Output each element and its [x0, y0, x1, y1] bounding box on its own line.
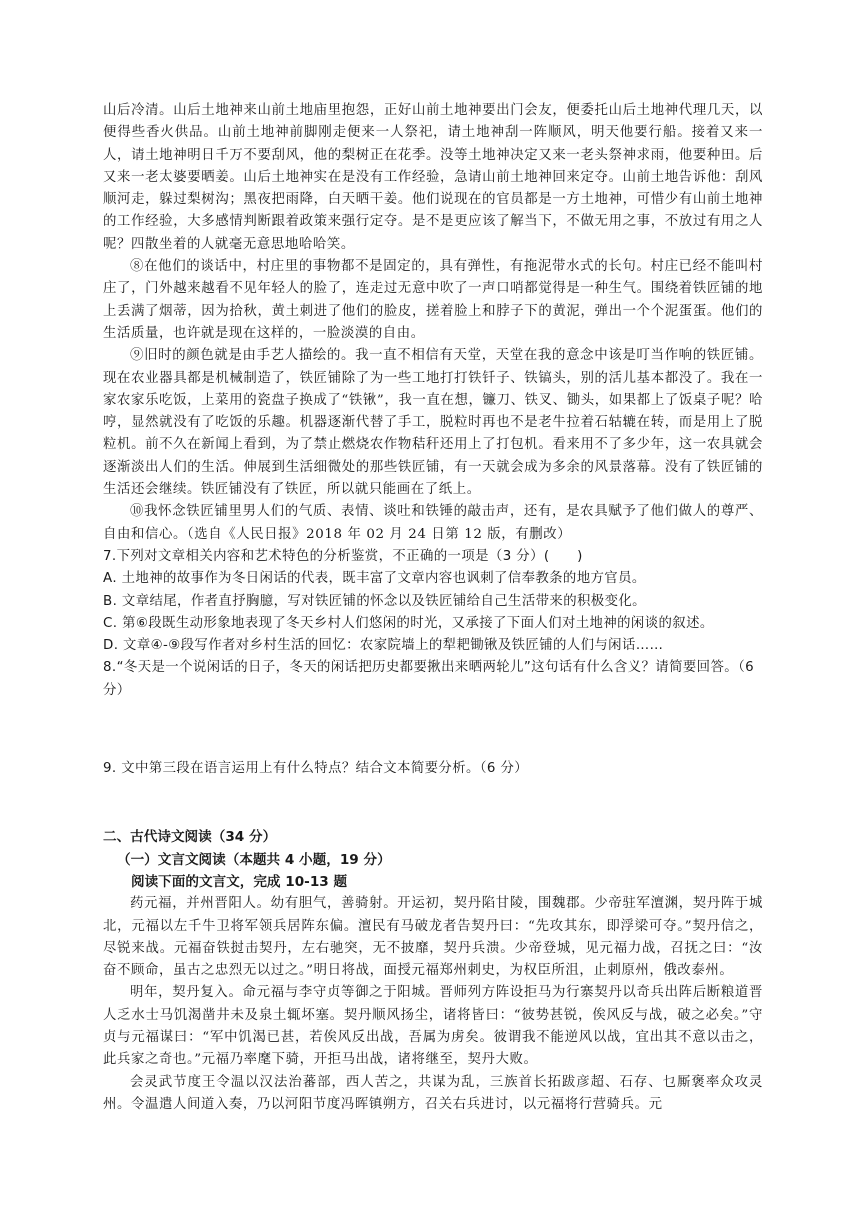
- answer-space-q8: [103, 702, 763, 758]
- classical-paragraph-1: 药元福，并州晋阳人。幼有胆气，善骑射。开运初，契丹陷甘陵，围魏郡。少帝驻军澶渊，契丹阵于城北，元福以左千牛卫将军领兵居阵东偏。澶民有马破龙者告契丹曰：“先攻其东，即浮梁可夺。”契丹信之，尽锐来战。元福奋铁挝击契丹，左右驰突，无不披靡，契丹兵溃。少帝登城，见元福力战，召抚之曰：“汝奋不顾命，虽古之忠烈无以过之。”明日将战，面授元福郑州刺史，为权臣所沮，止刺原州，俄改泰州。: [103, 896, 763, 979]
- question-8: 8.“冬天是一个说闲话的日子，冬天的闲话把历史都要揪出来晒两轮儿”这句话有什么含义？请简要回答。（6 分）: [103, 660, 755, 698]
- question-7-option-d: D. 文章④-⑨段写作者对乡村生活的回忆：农家院墙上的犁耙锄锹及铁匠铺的人们与闲话……: [103, 638, 664, 654]
- section-title-ancient-poetry: 二、古代诗文阅读（34 分）: [103, 829, 277, 846]
- essay-paragraph-9: ⑨旧时的颜色就是由手艺人描绘的。我一直不相信有天堂，天堂在我的意念中该是叮当作响的铁匠铺。现在农业器具都是机械制造了，铁匠铺除了为一些工地打打铁钎子、铁镐头，别的活儿基本都没了。我在一家农家乐吃饭，上菜用的瓷盘子换成了“铁锹”，我一直在想，镰刀、铁叉、锄头，如果都上了饭桌子呢？哈哼，显然就没有了吃饭的乐趣。机器逐渐代替了手工，脱粒时再也不是老牛拉着石轱辘在转，而是用上了脱粒机。前不久在新闻上看到，为了禁止燃烧农作物秸秆还用上了打包机。看来用不了多少年，这一农具就会逐渐淡出人们的生活。伸展到生活细微处的那些铁匠铺，有一天就会成为多余的风景落幕。没有了铁匠铺的生活还会继续。铁匠铺没有了铁匠，所以就只能画在了纸上。: [103, 348, 763, 498]
- classical-paragraph-3: 会灵武节度王令温以汉法治蕃部，西人苦之，共谋为乱，三族首长拓跋彦超、石存、乜厮褒率众攻灵州。令温遣人间道入奏，乃以河阳节度冯晖镇朔方，召关右兵进讨，以元福将行营骑兵。元: [103, 1074, 763, 1112]
- question-7-option-b: B. 文章结尾，作者直抒胸臆，写对铁匠铺的怀念以及铁匠铺给自己生活带来的积极变化。: [103, 593, 646, 609]
- essay-paragraph-7: 山后冷清。山后土地神来山前土地庙里抱怨，正好山前土地神要出门会友，便委托山后土地神代理几天，以便得些香火供品。山前土地神前脚刚走便来一人祭祀，请土地神刮一阵顺风，明天他要行船。接着又来一人，请土地神明日千万不要刮风，他的梨树正在花季。没等土地神决定又来一老头祭神求雨，他要种田。后又来一老太婆要晒姜。山后土地神实在是没有工作经验，急请山前土地神回来定夺。山前土地告诉他：刮风顺河走，躲过梨树沟；黑夜把雨降，白天晒干姜。他们说现在的官员都是一方土地神，可惜少有山前土地神的工作经验，大多感情判断跟着政策来强行定夺。是不是更应该了解当下，不做无用之事，不放过有用之人呢？四散坐着的人就毫无意思地哈哈笑。: [103, 103, 763, 252]
- question-7-option-c: C. 第⑥段既生动形象地表现了冬天乡村人们悠闲的时光，又承接了下面人们对土地神的闲谈的叙述。: [103, 615, 714, 631]
- essay-paragraph-8: ⑧在他们的谈话中，村庄里的事物都不是固定的，具有弹性，有拖泥带水式的长句。村庄已经不能叫村庄了，门外越来越看不见年轻人的脸了，连走过无意中吹了一声口哨都觉得是一种生气。围绕着铁匠铺的地上丢满了烟蒂，因为拾秋，黄土刺进了他们的脸皮，搓着脸上和脖子下的黄泥，弹出一个个泥蛋蛋。他们的生活质量，也许就是现在这样的，一脸淡漠的自由。: [103, 259, 763, 341]
- question-7-stem: 7.下列对文章相关内容和艺术特色的分析鉴赏，不正确的一项是（3 分）( ): [103, 548, 583, 564]
- subsection-title-classical-chinese: （一）文言文阅读（本题共 4 小题，19 分）: [117, 851, 391, 868]
- classical-paragraph-2: 明年，契丹复入。命元福与李守贞等御之于阳城。晋师列方阵设拒马为行寨契丹以奇兵出阵后断粮道晋人乏水士马饥渴凿井未及泉土辄坏塞。契丹顺风扬尘，诸将皆曰：“彼势甚锐，俟风反与战，破之必矣。”守贞与元福谋曰：“军中饥渴已甚，若俟风反出战，吾属为虏矣。彼谓我不能逆风以战，宜出其不意以击之，此兵家之奇也。”元福乃率麾下骑，开拒马出战，诸将继至，契丹大败。: [103, 985, 763, 1068]
- answer-space-q9: [103, 780, 763, 826]
- essay-paragraph-10: ⑩我怀念铁匠铺里男人们的气质、表情、谈吐和铁锤的敲击声，还有，是农具赋予了他们做人的尊严、自由和信心。（选自《人民日报》2018 年 02 月 24 日第 12 版，有删改）: [103, 504, 763, 542]
- question-9: 9. 文中第三段在语言运用上有什么特点？结合文本简要分析。（6 分）: [103, 761, 529, 777]
- question-7-option-a: A. 土地神的故事作为冬日闲话的代表，既丰富了文章内容也讽刺了信奉教条的地方官员。: [103, 571, 646, 587]
- reading-instruction: 阅读下面的文言文，完成 10-13 题: [131, 873, 348, 890]
- page-content: [103, 100, 763, 1116]
